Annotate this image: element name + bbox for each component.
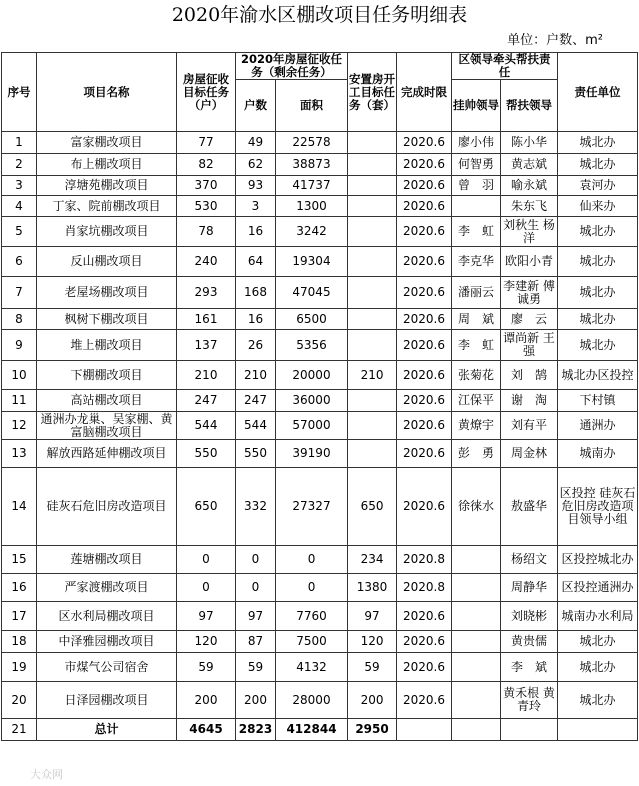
cell-project-name: 市煤气公司宿舍 (37, 653, 177, 682)
cell-responsible-unit: 城北办 (558, 132, 638, 154)
cell-target: 59 (177, 653, 236, 682)
cell-area: 0 (276, 546, 348, 574)
cell-area: 0 (276, 574, 348, 602)
cell-target: 82 (177, 154, 236, 176)
cell-households: 49 (236, 132, 276, 154)
cell-households: 93 (236, 176, 276, 196)
cell-seq: 20 (2, 682, 37, 719)
cell-target: 550 (177, 440, 236, 468)
cell-area: 1300 (276, 196, 348, 217)
cell-area: 39190 (276, 440, 348, 468)
task-table (1, 52, 638, 741)
cell-area: 57000 (276, 412, 348, 440)
cell-area: 7760 (276, 602, 348, 631)
cell-responsible-unit: 城南办水利局 (558, 602, 638, 631)
table-row (2, 440, 638, 468)
cell-seq: 8 (2, 309, 37, 330)
cell-helper-leader: 刘有平 (501, 412, 558, 440)
cell-responsible-unit: 城北办 (558, 631, 638, 653)
cell-seq: 17 (2, 602, 37, 631)
cell-project-name: 淳塘苑棚改项目 (37, 176, 177, 196)
table-row (2, 361, 638, 390)
table-row (2, 277, 638, 309)
cell-project-name: 严家渡棚改项目 (37, 574, 177, 602)
cell-households: 87 (236, 631, 276, 653)
cell-responsible-unit: 通洲办 (558, 412, 638, 440)
cell-helper-leader: 杨绍文 (501, 546, 558, 574)
cell-responsible-unit: 城北办 (558, 217, 638, 247)
cell-deadline: 2020.6 (397, 132, 452, 154)
cell-households: 26 (236, 330, 276, 361)
total-area: 412844 (276, 719, 348, 741)
cell-seq: 12 (2, 412, 37, 440)
cell-project-name: 反山棚改项目 (37, 247, 177, 277)
cell-resettle (348, 330, 397, 361)
cell-deadline: 2020.6 (397, 602, 452, 631)
cell-deadline: 2020.6 (397, 440, 452, 468)
cell-area: 4132 (276, 653, 348, 682)
cell-project-name: 下棚棚改项目 (37, 361, 177, 390)
cell-lead-leader: 曾 羽 (452, 176, 501, 196)
cell-responsible-unit: 城北办 (558, 330, 638, 361)
cell-helper-leader: 黄禾根 黄青玲 (501, 682, 558, 719)
header-households: 户数 (236, 80, 276, 132)
cell-lead-leader (452, 682, 501, 719)
cell-area: 5356 (276, 330, 348, 361)
cell-lead-leader: 江保平 (452, 390, 501, 412)
header-resettle: 安置房开工目标任务（套） (348, 53, 397, 132)
header-helper: 帮扶领导 (501, 80, 558, 132)
cell-deadline: 2020.6 (397, 154, 452, 176)
cell-lead-leader: 彭 勇 (452, 440, 501, 468)
cell-responsible-unit: 城南办 (558, 440, 638, 468)
cell-households: 247 (236, 390, 276, 412)
cell-seq: 13 (2, 440, 37, 468)
cell-target: 0 (177, 574, 236, 602)
cell-resettle (348, 390, 397, 412)
cell-project-name: 解放西路延伸棚改项目 (37, 440, 177, 468)
cell-helper-leader: 谭尚新 王 强 (501, 330, 558, 361)
cell-seq: 11 (2, 390, 37, 412)
cell-target: 200 (177, 682, 236, 719)
cell-project-name: 枫树下棚改项目 (37, 309, 177, 330)
unit-note: 单位：户数、m² (507, 33, 603, 48)
cell-area: 38873 (276, 154, 348, 176)
cell-responsible-unit: 下村镇 (558, 390, 638, 412)
cell-helper-leader: 喻永斌 (501, 176, 558, 196)
cell-responsible-unit: 城北办 (558, 277, 638, 309)
cell-lead-leader (452, 574, 501, 602)
page-title: 2020年渝水区棚改项目任务明细表 (171, 4, 468, 26)
cell-helper-leader: 廖 云 (501, 309, 558, 330)
cell-resettle (348, 440, 397, 468)
header-area: 面积 (276, 80, 348, 132)
cell-responsible-unit: 城北办区投控 (558, 361, 638, 390)
cell-helper-leader: 谢 淘 (501, 390, 558, 412)
header-unit: 责任单位 (558, 53, 638, 132)
cell-resettle (348, 154, 397, 176)
cell-target: 530 (177, 196, 236, 217)
header-task-2020: 2020年房屋征收任务（剩余任务） (236, 53, 348, 80)
cell-area: 6500 (276, 309, 348, 330)
cell-target: 293 (177, 277, 236, 309)
cell-lead-leader (452, 653, 501, 682)
cell-deadline: 2020.6 (397, 330, 452, 361)
cell-helper-leader: 刘晓彬 (501, 602, 558, 631)
cell-helper-leader: 周静华 (501, 574, 558, 602)
total-seq: 21 (2, 719, 37, 741)
cell-households: 3 (236, 196, 276, 217)
cell-households: 16 (236, 309, 276, 330)
cell-households: 16 (236, 217, 276, 247)
total-label: 总计 (37, 719, 177, 741)
cell-lead-leader: 张菊花 (452, 361, 501, 390)
cell-resettle: 97 (348, 602, 397, 631)
cell-households: 64 (236, 247, 276, 277)
header-project-name: 项目名称 (37, 53, 177, 132)
cell-resettle (348, 309, 397, 330)
cell-deadline: 2020.6 (397, 309, 452, 330)
cell-responsible-unit: 仙来办 (558, 196, 638, 217)
table-row (2, 546, 638, 574)
total-target: 4645 (177, 719, 236, 741)
cell-area: 47045 (276, 277, 348, 309)
cell-area: 41737 (276, 176, 348, 196)
cell-households: 210 (236, 361, 276, 390)
cell-helper-leader: 李建新 傅诚勇 (501, 277, 558, 309)
cell-target: 77 (177, 132, 236, 154)
cell-project-name: 富家棚改项目 (37, 132, 177, 154)
header-leaders: 区领导牵头帮扶责任 (452, 53, 558, 80)
cell-seq: 5 (2, 217, 37, 247)
table-row (2, 653, 638, 682)
cell-target: 97 (177, 602, 236, 631)
cell-seq: 18 (2, 631, 37, 653)
cell-target: 78 (177, 217, 236, 247)
cell-households: 62 (236, 154, 276, 176)
table-row (2, 631, 638, 653)
table-row (2, 132, 638, 154)
cell-lead-leader: 廖小伟 (452, 132, 501, 154)
cell-target: 240 (177, 247, 236, 277)
cell-lead-leader: 潘丽云 (452, 277, 501, 309)
cell-project-name: 莲塘棚改项目 (37, 546, 177, 574)
table-row (2, 412, 638, 440)
cell-area: 7500 (276, 631, 348, 653)
cell-responsible-unit: 城北办 (558, 682, 638, 719)
cell-households: 97 (236, 602, 276, 631)
cell-deadline: 2020.6 (397, 277, 452, 309)
cell-project-name: 中泽雅园棚改项目 (37, 631, 177, 653)
cell-target: 210 (177, 361, 236, 390)
table-row (2, 154, 638, 176)
cell-resettle (348, 277, 397, 309)
cell-deadline: 2020.6 (397, 196, 452, 217)
cell-responsible-unit: 区投控通洲办 (558, 574, 638, 602)
cell-resettle: 59 (348, 653, 397, 682)
cell-households: 332 (236, 468, 276, 546)
cell-responsible-unit: 城北办 (558, 653, 638, 682)
cell-resettle (348, 196, 397, 217)
cell-helper-leader: 朱东飞 (501, 196, 558, 217)
table-row (2, 247, 638, 277)
cell-area: 27327 (276, 468, 348, 546)
cell-responsible-unit: 袁河办 (558, 176, 638, 196)
cell-seq: 15 (2, 546, 37, 574)
cell-resettle (348, 412, 397, 440)
cell-seq: 4 (2, 196, 37, 217)
cell-lead-leader: 周 斌 (452, 309, 501, 330)
cell-deadline: 2020.6 (397, 468, 452, 546)
cell-project-name: 肖家坑棚改项目 (37, 217, 177, 247)
cell-target: 370 (177, 176, 236, 196)
cell-responsible-unit: 区投控 硅灰石危旧房改造项目领导小组 (558, 468, 638, 546)
cell-helper-leader: 黄贵儒 (501, 631, 558, 653)
cell-project-name: 通洲办龙巢、吴家棚、黄富脑棚改项目 (37, 412, 177, 440)
table-row (2, 217, 638, 247)
cell-seq: 6 (2, 247, 37, 277)
cell-households: 0 (236, 546, 276, 574)
cell-area: 19304 (276, 247, 348, 277)
cell-households: 59 (236, 653, 276, 682)
cell-responsible-unit: 区投控城北办 (558, 546, 638, 574)
cell-seq: 1 (2, 132, 37, 154)
table-row (2, 574, 638, 602)
cell-helper-leader: 黄志斌 (501, 154, 558, 176)
table-row (2, 390, 638, 412)
cell-project-name: 老屋场棚改项目 (37, 277, 177, 309)
cell-responsible-unit: 城北办 (558, 309, 638, 330)
header-lead: 挂帅领导 (452, 80, 501, 132)
cell-project-name: 高站棚改项目 (37, 390, 177, 412)
cell-deadline: 2020.6 (397, 653, 452, 682)
cell-responsible-unit: 城北办 (558, 247, 638, 277)
cell-area: 22578 (276, 132, 348, 154)
cell-target: 120 (177, 631, 236, 653)
cell-project-name: 日泽园棚改项目 (37, 682, 177, 719)
cell-deadline: 2020.8 (397, 546, 452, 574)
cell-deadline: 2020.6 (397, 412, 452, 440)
header-target: 房屋征收目标任务（户） (177, 53, 236, 132)
cell-resettle: 234 (348, 546, 397, 574)
cell-project-name: 丁家、院前棚改项目 (37, 196, 177, 217)
table-row (2, 330, 638, 361)
total-resettle: 2950 (348, 719, 397, 741)
header-seq: 序号 (2, 53, 37, 132)
cell-seq: 7 (2, 277, 37, 309)
cell-lead-leader: 何智勇 (452, 154, 501, 176)
watermark: 大众网 (30, 768, 63, 781)
cell-resettle: 650 (348, 468, 397, 546)
cell-target: 137 (177, 330, 236, 361)
cell-deadline: 2020.6 (397, 361, 452, 390)
cell-helper-leader: 欧阳小青 (501, 247, 558, 277)
cell-resettle: 120 (348, 631, 397, 653)
cell-resettle (348, 217, 397, 247)
total-households: 2823 (236, 719, 276, 741)
cell-helper-leader: 刘秋生 杨 洋 (501, 217, 558, 247)
cell-lead-leader: 徐徕水 (452, 468, 501, 546)
cell-project-name: 区水利局棚改项目 (37, 602, 177, 631)
cell-deadline: 2020.6 (397, 247, 452, 277)
cell-target: 544 (177, 412, 236, 440)
table-row (2, 309, 638, 330)
cell-responsible-unit: 城北办 (558, 154, 638, 176)
cell-target: 0 (177, 546, 236, 574)
cell-lead-leader: 李克华 (452, 247, 501, 277)
cell-lead-leader: 黄燎宇 (452, 412, 501, 440)
cell-lead-leader: 李 虹 (452, 330, 501, 361)
cell-helper-leader: 李 斌 (501, 653, 558, 682)
cell-resettle: 200 (348, 682, 397, 719)
cell-lead-leader (452, 546, 501, 574)
cell-deadline: 2020.6 (397, 176, 452, 196)
cell-resettle: 1380 (348, 574, 397, 602)
cell-deadline: 2020.6 (397, 682, 452, 719)
cell-deadline: 2020.6 (397, 217, 452, 247)
cell-households: 200 (236, 682, 276, 719)
cell-resettle (348, 247, 397, 277)
cell-project-name: 硅灰石危旧房改造项目 (37, 468, 177, 546)
cell-target: 650 (177, 468, 236, 546)
cell-lead-leader (452, 602, 501, 631)
cell-area: 28000 (276, 682, 348, 719)
cell-area: 3242 (276, 217, 348, 247)
cell-area: 36000 (276, 390, 348, 412)
cell-seq: 9 (2, 330, 37, 361)
cell-helper-leader: 周金林 (501, 440, 558, 468)
cell-helper-leader: 陈小华 (501, 132, 558, 154)
cell-lead-leader (452, 196, 501, 217)
cell-lead-leader: 李 虹 (452, 217, 501, 247)
cell-target: 161 (177, 309, 236, 330)
table-row (2, 176, 638, 196)
cell-lead-leader (452, 631, 501, 653)
cell-seq: 16 (2, 574, 37, 602)
cell-area: 20000 (276, 361, 348, 390)
cell-resettle (348, 132, 397, 154)
cell-households: 544 (236, 412, 276, 440)
table-row (2, 682, 638, 719)
table-row (2, 196, 638, 217)
cell-project-name: 布上棚改项目 (37, 154, 177, 176)
cell-households: 168 (236, 277, 276, 309)
cell-helper-leader: 刘 鹄 (501, 361, 558, 390)
cell-households: 550 (236, 440, 276, 468)
cell-deadline: 2020.6 (397, 390, 452, 412)
cell-deadline: 2020.8 (397, 574, 452, 602)
cell-households: 0 (236, 574, 276, 602)
cell-deadline: 2020.6 (397, 631, 452, 653)
cell-seq: 2 (2, 154, 37, 176)
cell-seq: 19 (2, 653, 37, 682)
total-row (2, 719, 638, 741)
cell-seq: 14 (2, 468, 37, 546)
cell-resettle (348, 176, 397, 196)
cell-resettle: 210 (348, 361, 397, 390)
table-row (2, 468, 638, 546)
cell-seq: 10 (2, 361, 37, 390)
cell-target: 247 (177, 390, 236, 412)
cell-project-name: 堆上棚改项目 (37, 330, 177, 361)
table-row (2, 602, 638, 631)
cell-helper-leader: 敖盛华 (501, 468, 558, 546)
cell-seq: 3 (2, 176, 37, 196)
header-deadline: 完成时限 (397, 53, 452, 132)
